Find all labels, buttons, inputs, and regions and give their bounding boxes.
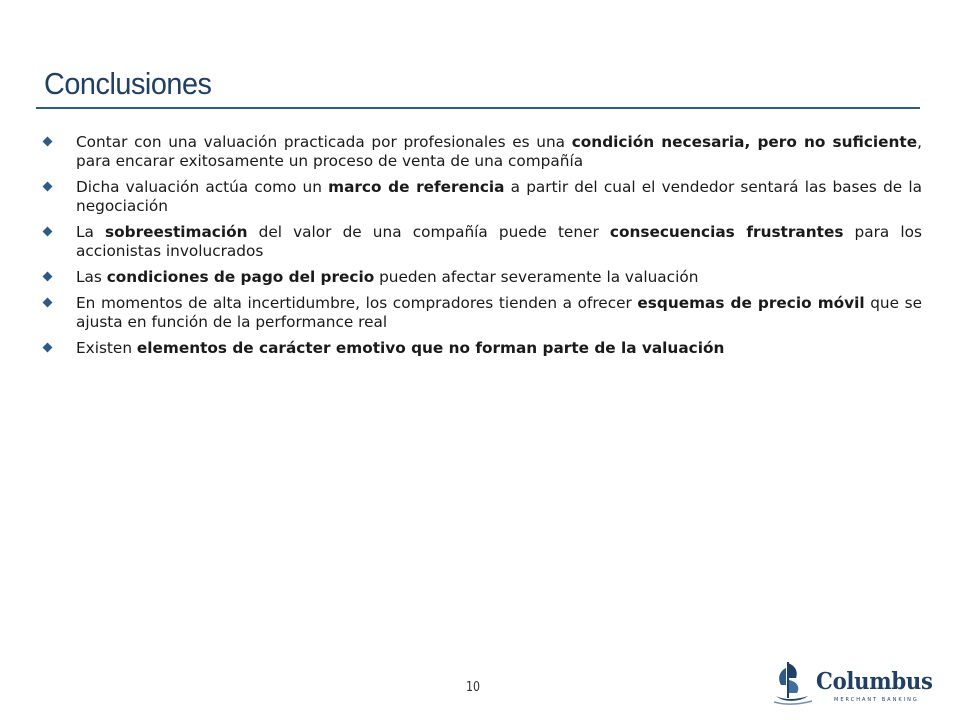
bullet-item [44,294,922,332]
bullet-text-plain: del valor de una compañía puede tener [247,223,610,241]
bullet-item [44,268,922,287]
bullet-text-plain: Las [76,268,107,286]
diamond-bullet-icon [43,343,53,353]
diamond-bullet-icon [43,137,53,147]
bullet-text-plain: Contar con una valuación practicada por profesionales es una [76,133,572,151]
bullet-list [44,133,922,365]
diamond-bullet-icon [43,227,53,237]
bullet-text-plain: , para encarar exitosamente un proceso de venta de una compañía [76,133,922,170]
bullet-text-plain: para los accionistas involucrados [76,223,922,260]
diamond-bullet-icon [43,272,53,282]
page-number: 10 [466,680,481,695]
logo-tagline: MERCHANT BANKING [834,697,919,703]
bullet-item [44,339,922,358]
diamond-bullet-icon [43,298,53,308]
columbus-logo [774,658,933,708]
bullet-text-bold: consecuencias frustrantes [609,223,844,241]
bullet-item [44,133,922,171]
ship-icon [774,658,814,706]
bullet-text-bold: sobreestimación [105,223,248,241]
logo-wordmark: Columbus [816,668,933,695]
bullet-item [44,178,922,216]
bullet-text-plain: a partir del cual el vendedor sentará las bases de la negociación [76,178,922,215]
bullet-text-bold: elementos de carácter emotivo que no forman parte de la valuación [136,339,725,357]
bullet-text-plain: que se ajusta en función de la performance real [76,294,923,331]
title-divider [36,107,920,109]
bullet-text-bold: condición necesaria, pero no suficiente [571,133,918,151]
slide-title: Conclusiones [44,66,212,101]
bullet-text-plain: La [76,223,106,241]
bullet-item [44,223,922,261]
bullet-text-plain: En momentos de alta incertidumbre, los compradores tienden a ofrecer [76,294,638,312]
diamond-bullet-icon [43,182,53,192]
bullet-text-bold: marco de referencia [328,178,505,196]
bullet-text-plain: Dicha valuación actúa como un [76,178,329,196]
bullet-text-bold: condiciones de pago del precio [106,268,375,286]
bullet-text-plain: Existen [76,339,137,357]
bullet-text-plain: pueden afectar severamente la valuación [374,268,699,286]
bullet-text-bold: esquemas de precio móvil [637,294,865,312]
